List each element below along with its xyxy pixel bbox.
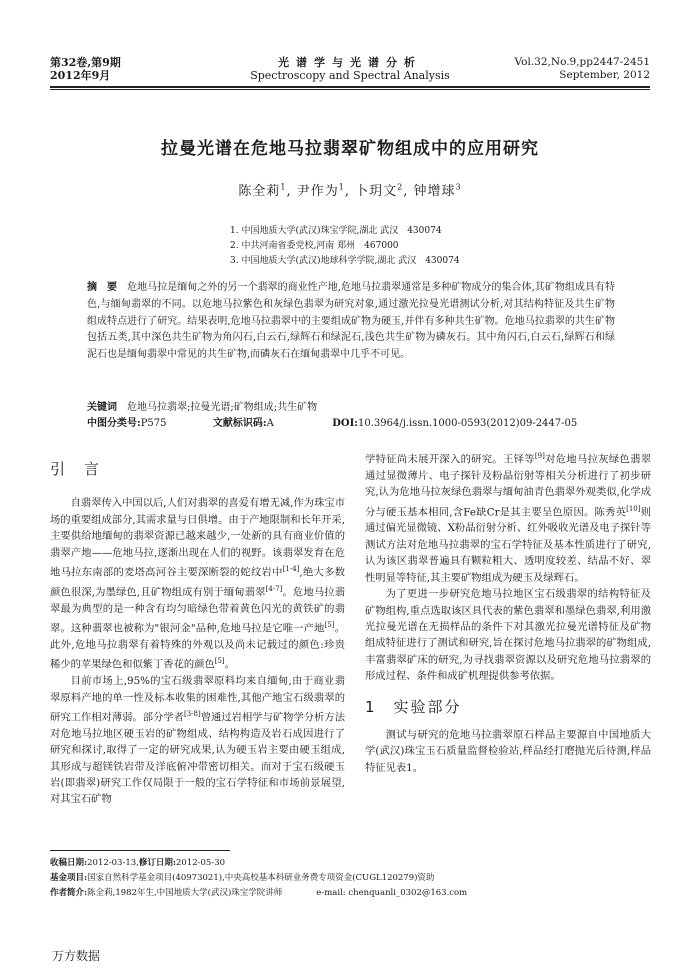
doi-label: DOI: xyxy=(332,418,358,429)
affiliations xyxy=(230,224,460,269)
abstract-label: 摘 要 xyxy=(87,282,118,293)
citation[interactable]: [1-4] xyxy=(282,565,300,574)
author-affil-mark: 1 xyxy=(280,182,287,192)
author-affil-mark: 1 xyxy=(338,182,345,192)
fund-label: 基金项目: xyxy=(50,873,88,883)
journal-title-cn: 光谱学与光谱分析 xyxy=(278,56,422,69)
author-name: 卜玥文 xyxy=(355,184,398,199)
intro-paragraph-2: 目前市场上,95%的宝石级翡翠原料均来自缅甸,由于商业翡翠原料产地的单一性及标本收集的困难性,其他产地宝石级翡翠的研究工作相对薄弱。部分学者[3-8]曾通过岩相学与矿物学分析方法对危地马拉地区硬玉岩的矿物组成、结构构造及岩石成因进行了研究和探讨,取得了一定的研究成果,认为硬玉岩主要由硬玉组成,其形成与超镁铁岩带及洋底俯冲带密切相关。而对于宝石级硬玉岩(即翡翠)研究工作仅局限于一般的宝石学特征和市场前景展望,对其宝石矿物 xyxy=(50,675,346,806)
abstract-text: 危地马拉是缅甸之外的另一个翡翠的商业性产地,危地马拉翡翠通常是多种矿物成分的集合体,其矿物组成具有特色,与缅甸翡翠的不同。以危地马拉紫色和灰绿色翡翠为研究对象,通过激光拉曼光谱测试分析,对其结构特征及共生矿物组成特点进行了研究。结果表明,危地马拉翡翠中的主要组成矿物为硬玉,并伴有多种共生矿物。危地马拉翡翠的共生矿物包括五类,其中深色共生矿物为角闪石,白云石,绿辉石和绿泥石,浅色共生矿物为磷灰石。其中角闪石,白云石,绿辉石和绿泥石也是缅甸翡翠中常见的共生矿物,而磷灰石在缅甸翡翠中几乎不可见。 xyxy=(87,282,615,361)
experiment-paragraph-1: 测试与研究的危地马拉翡翠原石样品主要源自中国地质大学(武汉)珠宝玉石质量监督检验站,样品经打磨抛光后待测,样品特征见表1。 xyxy=(365,728,651,774)
received-date: 2012-03-13, xyxy=(87,858,139,868)
citation[interactable]: [5] xyxy=(214,657,225,666)
affiliation: 1. 中国地质大学(武汉)珠宝学院,湖北 武汉 430074 xyxy=(230,226,442,236)
author-affil-mark: 3 xyxy=(455,182,462,192)
journal-title-en: Spectroscopy and Spectral Analysis xyxy=(250,69,450,82)
issue-date-en: September, 2012 xyxy=(559,69,650,81)
intro-paragraph-continued: 学特征尚未展开深入的研究。王铎等[9]对危地马拉灰绿色翡翠通过显微薄片、电子探针及粉晶衍射等相关分析进行了初步研究,认为危地马拉灰绿色翡翠与缅甸油青色翡翠外观类似,化学成分与硬玉基本相同,含Fe缺Cr是其主要呈色原因。陈秀英[10]则通过偏光显微镜、X粉晶衍射分析、红外吸收光谱及电子探针等测试方法对危地马拉翡翠的宝石学特征及基本性质进行了研究,认为该区翡翠普遍具有颗粒粗大、透明度较差、结晶不好、翠性明显等特征,其主要矿物组成为硬玉及绿辉石。 xyxy=(365,452,652,584)
volume-pages: Vol.32,No.9,pp2447-2451 xyxy=(514,56,650,68)
clc-value: P575 xyxy=(140,418,167,429)
citation[interactable]: [3-8] xyxy=(183,709,201,718)
left-column xyxy=(50,461,345,808)
author-bio-label: 作者简介: xyxy=(50,888,88,898)
author-list: 陈全莉$^1$, 尹作为$^1$, 卜玥文$^2$, 钟增球$^3$ xyxy=(238,182,462,199)
footnote-rule xyxy=(50,850,230,851)
citation[interactable]: [4-7] xyxy=(265,584,283,593)
journal-citation xyxy=(515,56,650,82)
revised-date: 2012-05-30 xyxy=(176,858,226,868)
footnotes xyxy=(50,856,650,901)
doc-code-value: A xyxy=(266,418,274,429)
author-bio-text: 陈全莉,1982年生,中国地质大学(武汉)珠宝学院讲师 e-mail: chenquanli_0302@163.com xyxy=(87,888,468,898)
author-name: 陈全莉 xyxy=(238,184,281,199)
experiment-heading: 1 实验部分 xyxy=(365,697,462,716)
citation[interactable]: [5] xyxy=(324,621,335,630)
keywords-block xyxy=(87,400,627,432)
clc-label: 中图分类号: xyxy=(87,418,141,429)
affiliation: 3. 中国地质大学(武汉)地球科学学院,湖北 武汉 430074 xyxy=(230,256,460,266)
wanfang-watermark: 万方数据 xyxy=(52,949,101,963)
author-affil-mark: 2 xyxy=(397,182,404,192)
doi-value: 10.3964/j.issn.1000-0593(2012)09-2447-05 xyxy=(357,418,578,429)
received-label: 收稿日期: xyxy=(50,858,88,868)
revised-label: 修订日期: xyxy=(138,858,176,868)
keywords-label: 关键词 xyxy=(87,402,117,413)
author-name: 尹作为 xyxy=(296,184,339,199)
header-rule-thin xyxy=(50,89,650,90)
doc-code-label: 文献标识码: xyxy=(212,418,267,429)
author-name: 钟增球 xyxy=(413,184,456,199)
intro-paragraph-3: 为了更进一步研究危地马拉地区宝石级翡翠的结构特征及矿物组构,重点选取该区具代表的紫色翡翠和墨绿色翡翠,利用激光拉曼光谱在无损样品的条件下对其激光拉曼光谱特征及矿物组成特征进行了测试和研究,旨在探讨危地马拉翡翠的矿物组成,丰富翡翠矿床的研究,为寻找翡翠资源以及研究危地马拉翡翠的形成过程、条件和成矿机理提供参考依据。 xyxy=(365,588,651,683)
issue-date-cn: 2012年9月 xyxy=(50,69,111,82)
intro-paragraph-1: 自翡翠传入中国以后,人们对翡翠的喜爱有增无减,作为珠宝市场的重要组成部分,其需求量与日俱增。由于产地限制和长年开采,主要供给地缅甸的翡翠资源已越来越少,一处新的具有商业价值的翡翠产地——危地马拉,逐渐出现在人们的视野。该翡翠发育在危地马拉东南部的麦塔高河谷主要深断裂的蛇纹岩中[1-4],绝大多数颜色很深,为墨绿色,且矿物组成有别于缅甸翡翠[4-7]。危地马拉翡翠最为典型的是一种含有均匀暗绿色带着黄色闪光的黄铁矿的翡翠。这种翡翠也被称为"银河金"品种,危地马拉是它唯一产地[5]。此外,危地马拉翡翠有着特殊的外观以及尚未记载过的颜色:珍贵稀少的苹果绿色和似紫丁香花的颜色[5]。 xyxy=(50,497,346,671)
intro-heading: 引 言 xyxy=(50,460,102,478)
right-column xyxy=(365,448,651,776)
volume-issue: 第32卷,第9期 xyxy=(50,56,121,69)
affiliation: 2. 中共河南省委党校,河南 郑州 467000 xyxy=(230,241,399,251)
keywords-text: 危地马拉翡翠;拉曼光谱;矿物组成;共生矿物 xyxy=(127,402,318,413)
paper-title: 拉曼光谱在危地马拉翡翠矿物组成中的应用研究 xyxy=(161,139,539,159)
citation[interactable]: [9] xyxy=(534,452,545,460)
abstract xyxy=(87,280,615,364)
header-rule xyxy=(50,86,650,88)
citation[interactable]: [10] xyxy=(626,504,641,513)
fund-text: 国家自然科学基金项目(40973021),中央高校基本科研业务费专项资金(CUGL120279)资助 xyxy=(87,873,435,883)
